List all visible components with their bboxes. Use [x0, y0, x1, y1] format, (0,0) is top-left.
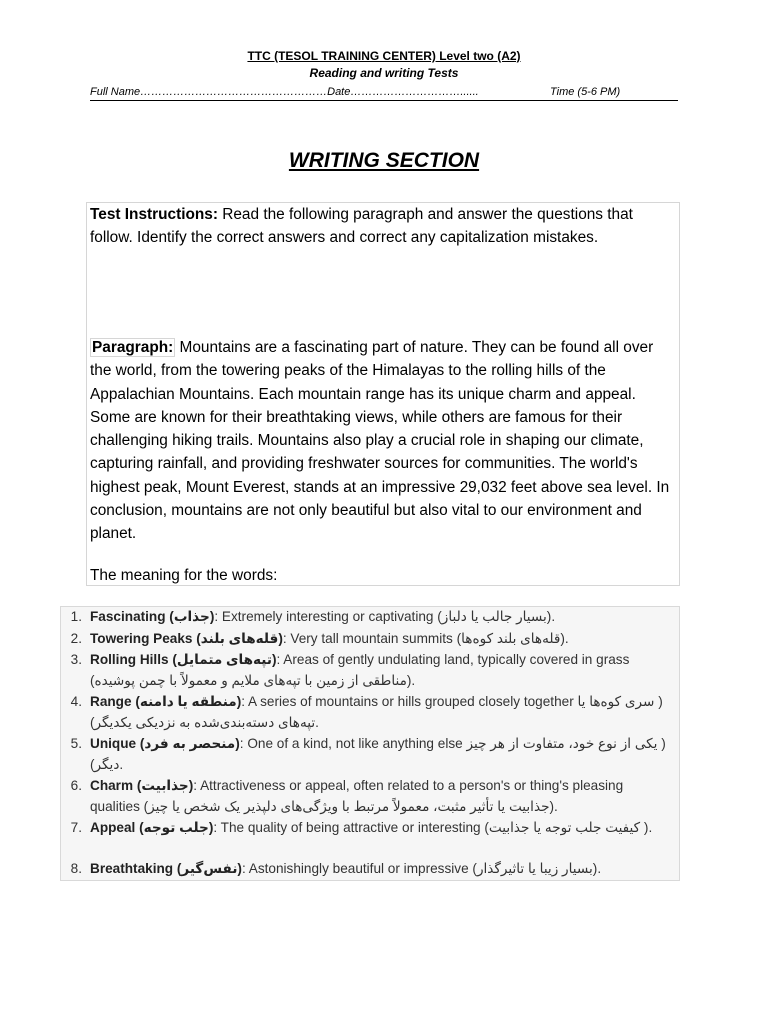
vocab-definition: Attractiveness or appeal, often related to a person's or thing's pleasing qualities — [90, 778, 624, 814]
time-field: Time (5-6 PM) — [550, 86, 621, 98]
item-end: . — [648, 820, 653, 835]
item-number: 4. — [70, 694, 82, 709]
vocab-definition: A series of mountains or hills grouped closely together — [248, 694, 574, 709]
instructions-label: Test Instructions: — [90, 206, 218, 223]
vocab-farsi: (مناطقی از زمین با تپه‌های ملایم و معمولاً با چمن پوشیده) — [90, 672, 412, 688]
instructions-text: Read the following paragraph and answer the questions that follow. Identify the correct answers and correct any capitalization mistakes. — [90, 206, 633, 247]
item-number: 6. — [70, 778, 82, 793]
vocab-term: Fascinating (جذاب) — [90, 609, 215, 624]
term-separator: : — [241, 694, 249, 709]
term-separator: : — [241, 861, 249, 876]
vocab-farsi: ( یکی از نوع خود، متفاوت از هر چیز دیگر) — [90, 736, 666, 772]
vocab-farsi: ( سری کوه‌ها یا تپه‌های دسته‌بندی‌شده به نزدیکی یکدیگر) — [90, 694, 663, 730]
reading-paragraph — [90, 336, 678, 546]
vocab-term: Unique (منحصر به فرد) — [90, 736, 240, 751]
vocab-definition: Areas of gently undulating land, typically covered in grass — [283, 652, 630, 667]
name-date-field: Full Name……………………………………………Date…………………………...... — [90, 86, 479, 98]
name-date-time-line — [90, 85, 678, 101]
vocab-definition: The quality of being attractive or interesting — [220, 820, 481, 835]
item-end: . — [119, 756, 124, 772]
vocab-farsi: (جذابیت یا تأثیر مثبت، معمولاً مرتبط با ویژگی‌های دلپذیر یک شخص یا چیز) — [143, 798, 555, 814]
item-number: 8. — [70, 861, 82, 876]
vocab-definition: One of a kind, not like anything else — [247, 736, 463, 751]
term-separator: : — [213, 820, 221, 835]
vocab-term: Towering Peaks (قله‌های بلند) — [90, 631, 283, 646]
vocab-farsi: (قله‌های بلند کوه‌ها) — [456, 631, 565, 646]
header-subtitle: Reading and writing Tests — [309, 66, 459, 80]
item-end: . — [564, 631, 569, 646]
item-number: 1. — [70, 609, 82, 624]
document-header — [0, 48, 768, 81]
term-separator: : — [282, 631, 291, 646]
vocab-farsi: ( کیفیت جلب توجه یا جذابیت) — [484, 820, 649, 835]
test-instructions — [90, 203, 678, 250]
meaning-intro: The meaning for the words: — [90, 567, 278, 584]
item-number: 3. — [70, 652, 82, 667]
vocab-definition: Astonishingly beautiful or impressive — [248, 861, 469, 876]
item-end: . — [551, 609, 556, 624]
vocab-term: Breathtaking (نفس‌گیر) — [90, 861, 242, 876]
header-title: TTC (TESOL TRAINING CENTER) Level two (A2) — [247, 49, 521, 63]
term-separator: : — [214, 609, 222, 624]
vocab-term: Range (منطقه یا دامنه) — [90, 694, 242, 709]
term-separator: : — [276, 652, 284, 667]
paragraph-label: Paragraph: — [92, 339, 174, 356]
item-end: . — [315, 714, 319, 730]
item-end: . — [411, 672, 416, 688]
vocab-farsi: (بسیار زیبا یا تاثیرگذار) — [472, 861, 598, 876]
paragraph-text: Mountains are a fascinating part of nature. They can be found all over the world, from the towering peaks of the Himalayas to the rolling hills of the Appalachian Mountains. Each mountain range has its unique charm and appeal. Some are known for their breathtaking views, while others are famous for their challenging hiking trails. Mountains also play a crucial role in shaping our climate, capturing rainfall, and providing freshwater sources for communities. The world's highest peak, Mount Everest, stands at an impressive 29,032 feet above sea level. In conclusion, mountains are not only beautiful but also vital to our environment and planet. — [90, 339, 670, 543]
term-separator: : — [193, 778, 201, 793]
vocab-definition: Extremely interesting or captivating — [221, 609, 434, 624]
section-title: WRITING SECTION — [288, 149, 480, 172]
vocab-term: Charm (جذابیت) — [90, 778, 194, 793]
item-number: 7. — [70, 820, 82, 835]
vocab-term: Rolling Hills (تپه‌های متمایل) — [90, 652, 277, 667]
vocab-farsi: (بسیار جالب یا دلباز) — [437, 609, 552, 624]
vocab-definition: Very tall mountain summits — [290, 631, 453, 646]
vocab-term: Appeal (جلب توجه) — [90, 820, 214, 835]
item-end: . — [597, 861, 602, 876]
item-end: . — [554, 798, 558, 814]
term-separator: : — [239, 736, 248, 751]
item-number: 2. — [70, 631, 82, 646]
item-number: 5. — [70, 736, 82, 751]
